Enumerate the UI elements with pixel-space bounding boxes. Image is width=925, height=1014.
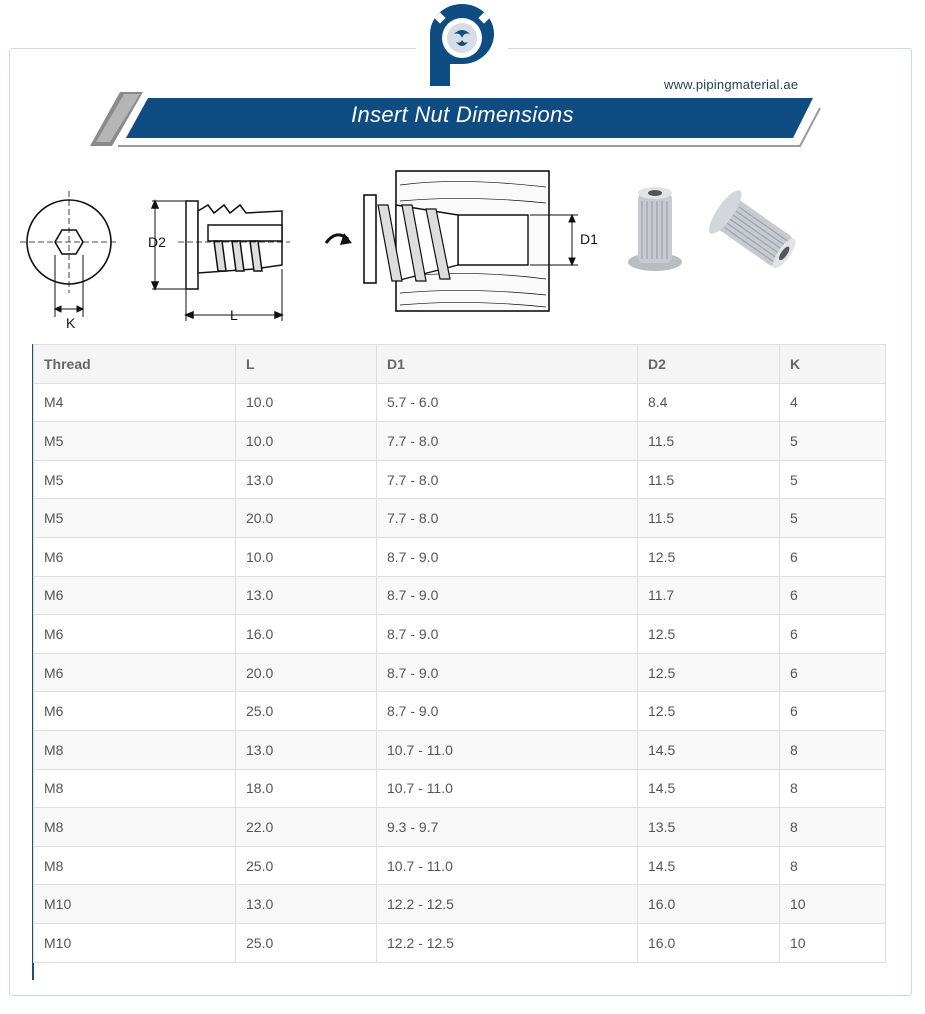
logo-icon [416,4,508,90]
cell-thread: M8 [34,808,236,847]
cell-d2: 11.5 [638,460,780,499]
column-header-d2: D2 [638,345,780,384]
cell-k: 6 [780,615,886,654]
website-url[interactable]: www.pipingmaterial.ae [664,77,799,92]
table-row [34,499,886,538]
table-row [34,923,886,962]
cell-d2: 14.5 [638,846,780,885]
cell-d1: 8.7 - 9.0 [377,615,638,654]
cell-thread: M8 [34,730,236,769]
table-row [34,653,886,692]
table-row [34,537,886,576]
insert-nut-photo [628,186,804,278]
cell-d1: 8.7 - 9.0 [377,653,638,692]
column-header-l: L [236,345,377,384]
side-view [152,201,290,321]
cell-thread: M8 [34,769,236,808]
cell-d1: 8.7 - 9.0 [377,692,638,731]
table-row [34,576,886,615]
cell-d2: 12.5 [638,615,780,654]
label-d1: D1 [580,231,598,247]
cell-d2: 8.4 [638,383,780,422]
cell-thread: M5 [34,499,236,538]
cell-k: 8 [780,846,886,885]
page-title: Insert Nut Dimensions [351,102,574,127]
label-k: K [66,315,76,331]
cell-d2: 11.5 [638,422,780,461]
table-header-row [34,345,886,384]
cell-k: 4 [780,383,886,422]
cell-k: 6 [780,576,886,615]
cell-l: 25.0 [236,692,377,731]
label-d2: D2 [148,234,166,250]
column-header-d1: D1 [377,345,638,384]
dimensions-table [33,344,886,963]
cell-thread: M6 [34,653,236,692]
cell-d2: 16.0 [638,923,780,962]
cell-thread: M6 [34,537,236,576]
cell-d2: 12.5 [638,537,780,576]
wood-section-view [364,171,578,311]
cell-thread: M5 [34,422,236,461]
cell-k: 6 [780,537,886,576]
cell-thread: M6 [34,576,236,615]
table-row [34,692,886,731]
cell-thread: M5 [34,460,236,499]
cell-l: 18.0 [236,769,377,808]
cell-d2: 16.0 [638,885,780,924]
cell-l: 10.0 [236,537,377,576]
cell-d2: 11.5 [638,499,780,538]
table-row [34,422,886,461]
cell-d1: 12.2 - 12.5 [377,885,638,924]
table-row [34,383,886,422]
cell-d1: 8.7 - 9.0 [377,537,638,576]
cell-k: 5 [780,422,886,461]
table-row [34,615,886,654]
label-l: L [230,307,238,323]
cell-l: 13.0 [236,730,377,769]
cell-l: 16.0 [236,615,377,654]
cell-l: 13.0 [236,576,377,615]
cell-l: 20.0 [236,653,377,692]
cell-thread: M10 [34,923,236,962]
cell-d2: 13.5 [638,808,780,847]
cell-l: 10.0 [236,383,377,422]
column-header-k: K [780,345,886,384]
cell-thread: M10 [34,885,236,924]
cell-d1: 10.7 - 11.0 [377,730,638,769]
cell-d2: 12.5 [638,653,780,692]
cell-l: 13.0 [236,460,377,499]
cell-d2: 14.5 [638,769,780,808]
cell-k: 8 [780,769,886,808]
cell-k: 5 [780,499,886,538]
cell-d1: 7.7 - 8.0 [377,422,638,461]
cell-k: 6 [780,692,886,731]
cell-thread: M6 [34,692,236,731]
cell-thread: M8 [34,846,236,885]
cell-l: 25.0 [236,846,377,885]
cell-d2: 12.5 [638,692,780,731]
cell-d2: 11.7 [638,576,780,615]
cell-d1: 10.7 - 11.0 [377,769,638,808]
table-row [34,846,886,885]
cell-l: 10.0 [236,422,377,461]
cell-d1: 12.2 - 12.5 [377,923,638,962]
cell-k: 10 [780,885,886,924]
cell-k: 10 [780,923,886,962]
cell-d1: 10.7 - 11.0 [377,846,638,885]
cell-d1: 7.7 - 8.0 [377,460,638,499]
insert-nut-diagram [18,165,818,335]
cell-k: 8 [780,730,886,769]
cell-l: 20.0 [236,499,377,538]
table-row [34,808,886,847]
cell-l: 13.0 [236,885,377,924]
cell-k: 8 [780,808,886,847]
table-row [34,769,886,808]
table-row [34,730,886,769]
cell-d1: 8.7 - 9.0 [377,576,638,615]
cell-d1: 9.3 - 9.7 [377,808,638,847]
table-row [34,460,886,499]
front-view [20,191,116,317]
brand-logo [416,4,508,90]
table-row [34,885,886,924]
cell-thread: M6 [34,615,236,654]
cell-thread: M4 [34,383,236,422]
cell-k: 5 [780,460,886,499]
cell-d2: 14.5 [638,730,780,769]
cell-d1: 7.7 - 8.0 [377,499,638,538]
column-header-thread: Thread [34,345,236,384]
cell-d1: 5.7 - 6.0 [377,383,638,422]
cell-k: 6 [780,653,886,692]
cell-l: 25.0 [236,923,377,962]
cell-l: 22.0 [236,808,377,847]
